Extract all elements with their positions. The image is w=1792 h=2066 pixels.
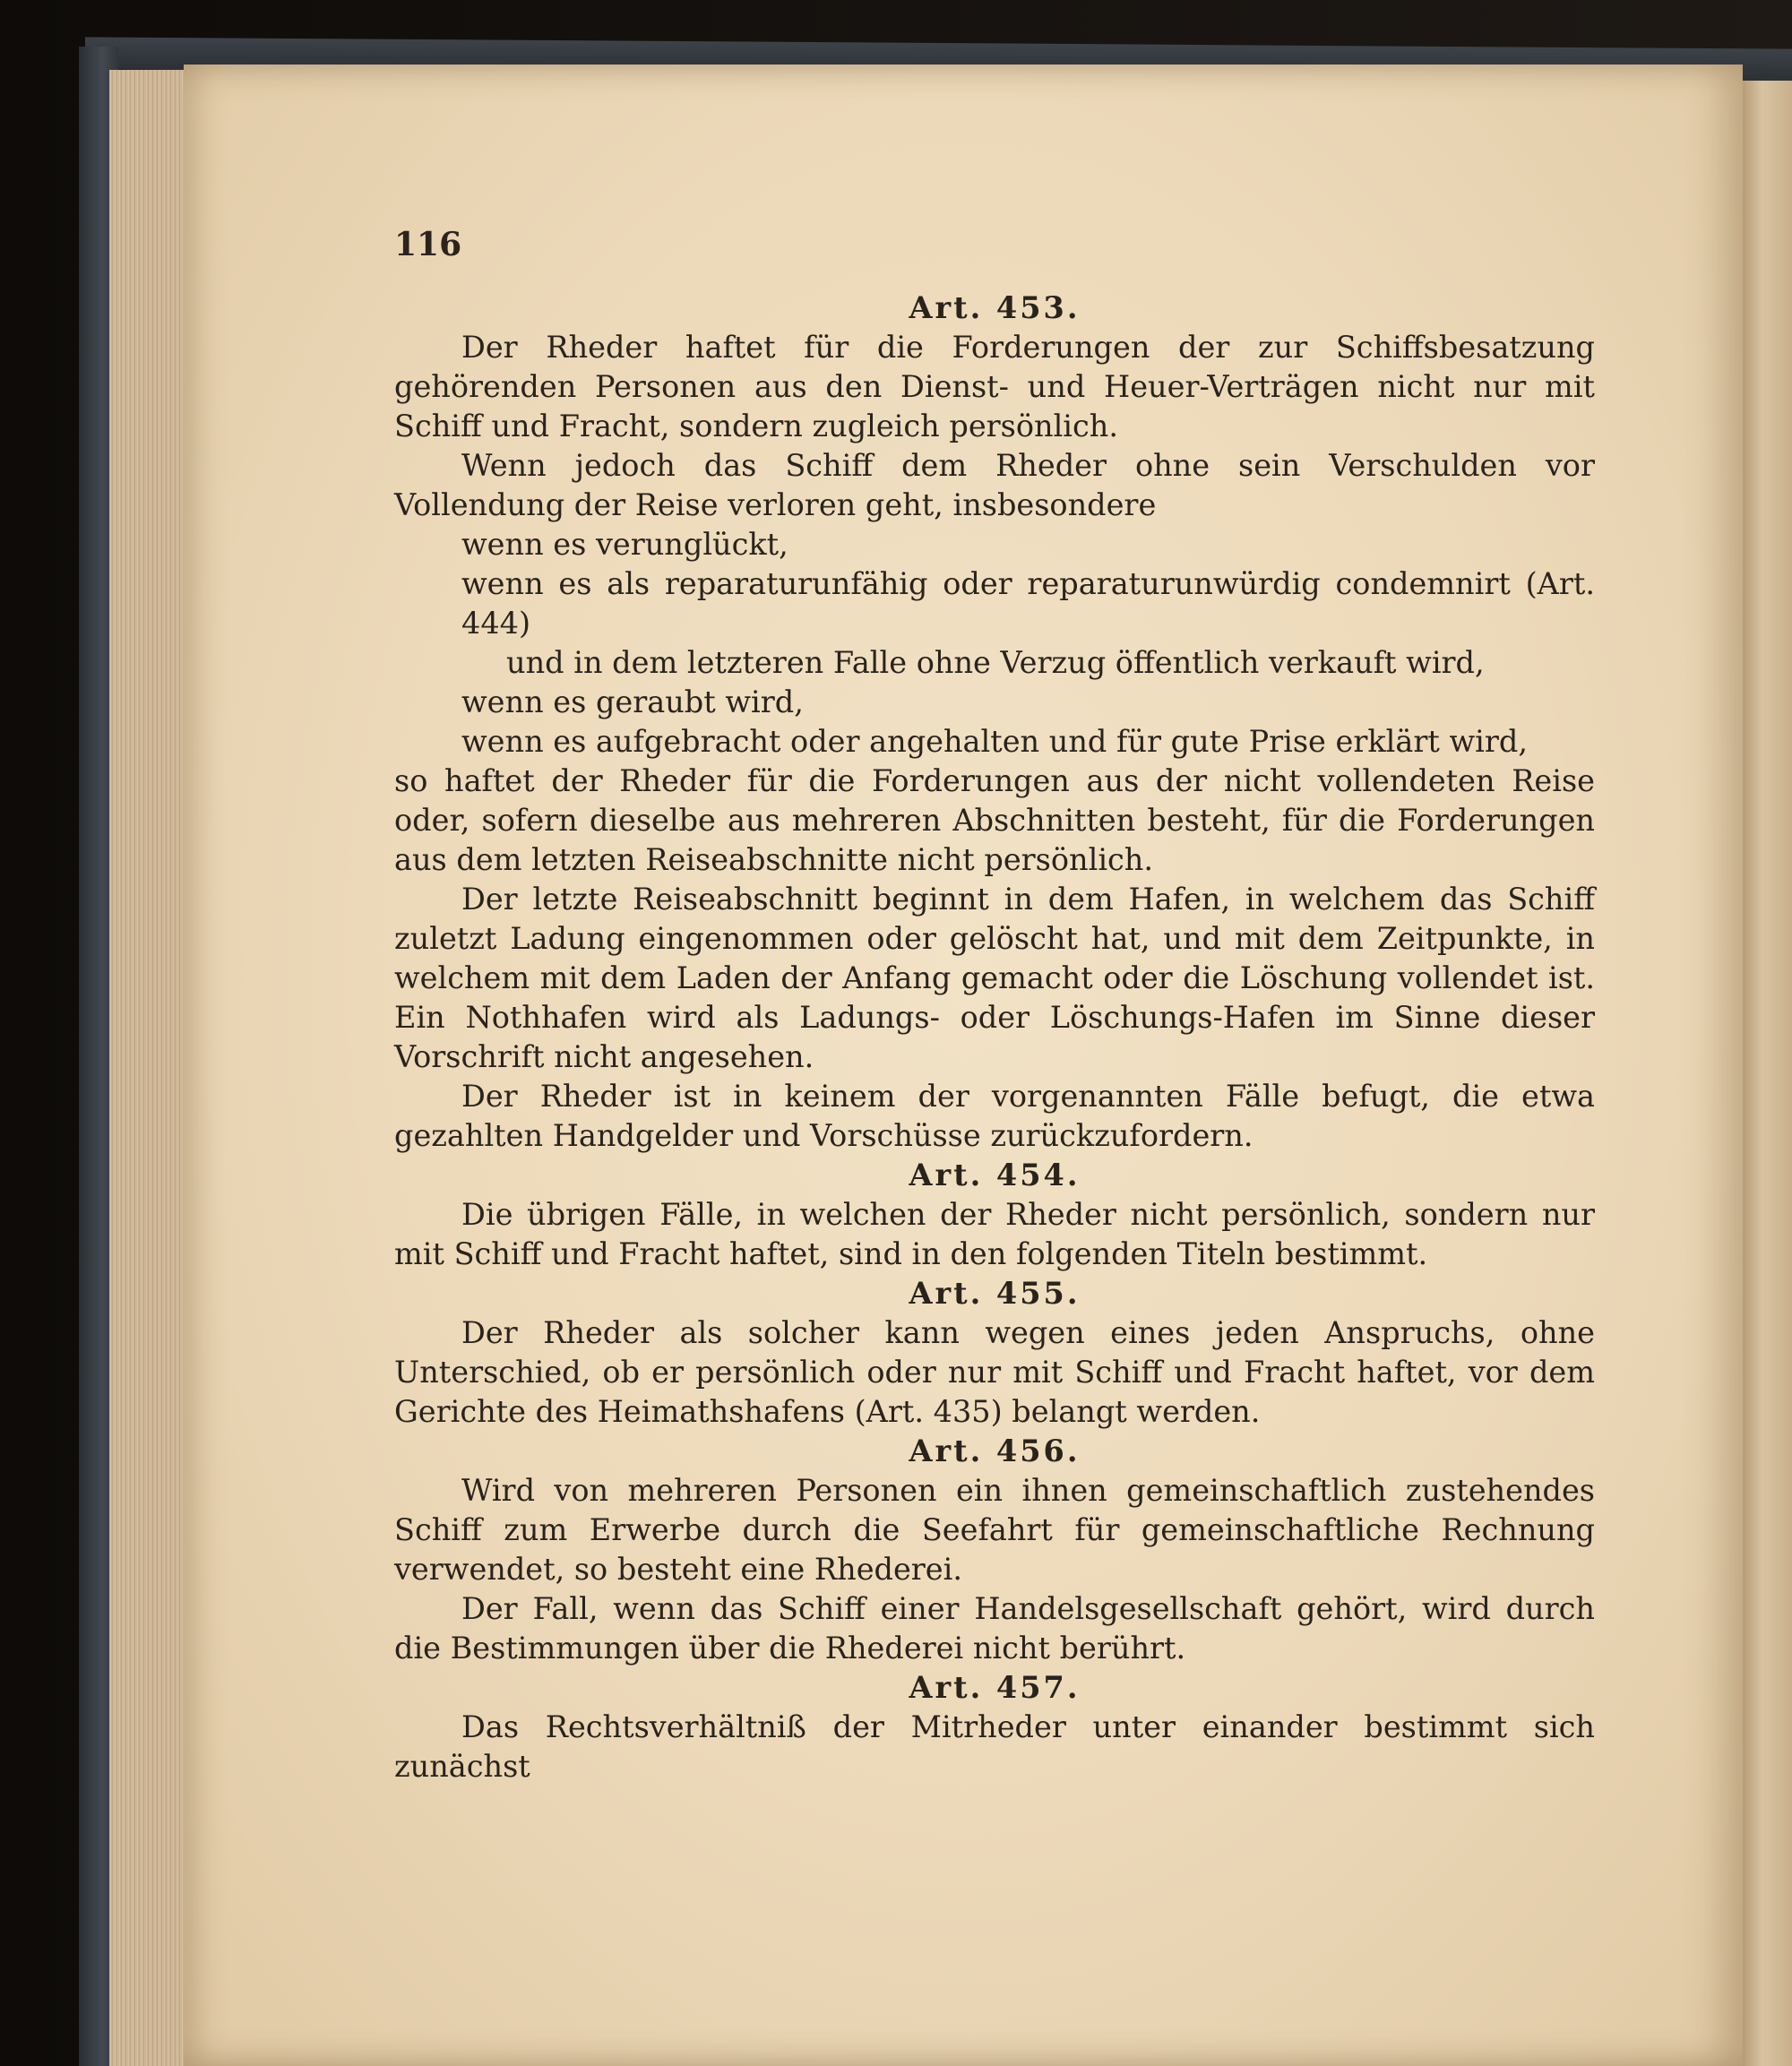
paragraph: Der Rheder ist in keinem der vorgenannten Fälle befugt, die etwa gezahlten Handgelder und Vorschüsse zurückzufordern. [394,1079,1595,1153]
paragraph: Der Rheder haftet für die Forderungen der zur Schiffsbesatzung gehörenden Personen aus den Dienst- und Heuer-Verträgen nicht nur mit Schiff und Fracht, sondern zugleich persönlich. [394,330,1595,443]
page-number: 116 [394,226,462,263]
paragraph: Der Rheder als solcher kann wegen eines jeden Anspruchs, ohne Unterschied, ob er persönlich oder nur mit Schiff und Fracht haftet, vor dem Gerichte des Heimathshafens (Art. 435) belangt werden. [394,1315,1595,1429]
article-heading: Art. 454. [909,1158,1081,1192]
condition-item: und in dem letzteren Falle ohne Verzug öffentlich verkauft wird, [506,645,1485,680]
paragraph: Der letzte Reiseabschnitt beginnt in dem Hafen, in welchem das Schiff zuletzt Ladung eingenommen oder gelöscht hat, und mit dem Zeitpunkte, in welchem mit dem Laden der Anfang gemacht oder die Löschung vollendet ist. Ein Nothhafen wird als Ladungs- oder Löschungs-Hafen im Sinne dieser Vorschrift nicht angesehen. [394,882,1595,1074]
next-page-edge [1743,81,1792,2066]
page-edges [109,70,192,2066]
paragraph: Das Rechtsverhältniß der Mitrheder unter einander bestimmt sich zunächst [394,1709,1595,1784]
condition-item: wenn es verunglückt, [461,527,788,562]
paragraph: Wird von mehreren Personen ein ihnen gemeinschaftlich zustehendes Schiff zum Erwerbe durch die Seefahrt für gemeinschaftliche Rechnung verwendet, so besteht eine Rhederei. [394,1473,1595,1587]
condition-item: wenn es als reparaturunfähig oder reparaturunwürdig condemnirt (Art. 444) [461,566,1595,641]
article-heading: Art. 455. [909,1276,1081,1311]
article-heading: Art. 457. [909,1670,1081,1705]
article-heading: Art. 456. [909,1433,1081,1468]
condition-item: wenn es aufgebracht oder angehalten und für gute Prise erklärt wird, [461,724,1528,759]
article-heading: Art. 453. [909,290,1081,325]
paragraph: Die übrigen Fälle, in welchen der Rheder nicht persönlich, sondern nur mit Schiff und Fracht haftet, sind in den folgenden Titeln bestimmt. [394,1197,1595,1271]
page-text [394,288,1595,1786]
condition-item: wenn es geraubt wird, [461,684,804,719]
paragraph: Der Fall, wenn das Schiff einer Handelsgesellschaft gehört, wird durch die Bestimmungen über die Rhederei nicht berührt. [394,1591,1595,1666]
paragraph: Wenn jedoch das Schiff dem Rheder ohne sein Verschulden vor Vollendung der Reise verloren geht, insbesondere [394,448,1595,522]
paragraph: so haftet der Rheder für die Forderungen aus der nicht vollendeten Reise oder, sofern dieselbe aus mehreren Abschnitten besteht, für die Forderungen aus dem letzten Reiseabschnitte nicht persönlich. [394,763,1595,877]
